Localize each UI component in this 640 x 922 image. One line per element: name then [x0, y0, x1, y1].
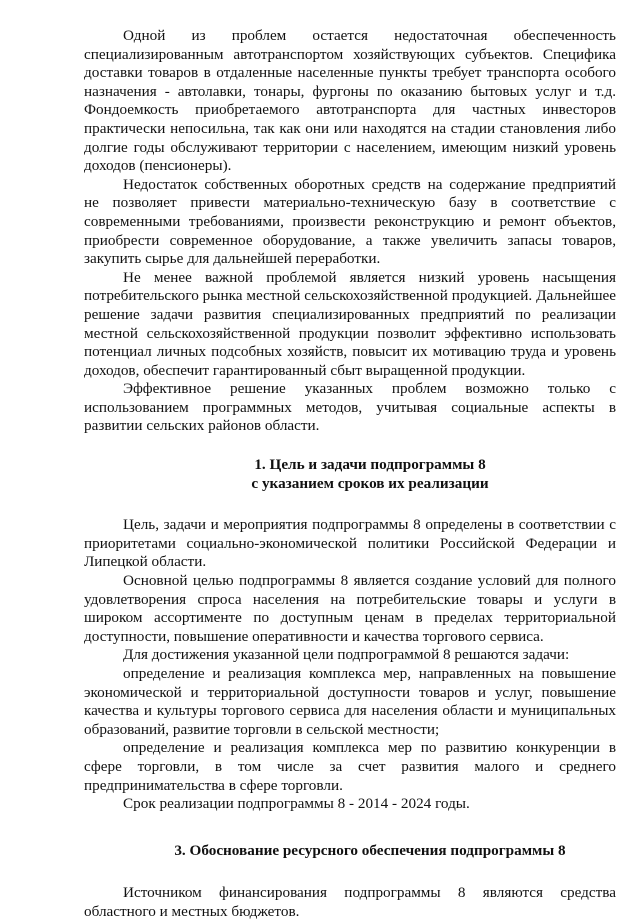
heading-line: с указанием сроков их реализации [251, 474, 489, 492]
section-heading-goals [84, 456, 616, 493]
heading-line: 1. Цель и задачи подпрограммы 8 [254, 456, 486, 474]
paragraph: Эффективное решение указанных проблем возможно только с использованием программных методов, учитывая социальные аспекты в развитии сельских районов области. [84, 380, 616, 435]
paragraph: Цель, задачи и мероприятия подпрограммы 8 определены в соответствии с приоритетами социально-экономической политики Российской Федерации и Липецкой области. [84, 516, 616, 571]
paragraph: определение и реализация комплекса мер по развитию конкуренции в сфере торговли, в том числе за счет развития малого и среднего предпринимательства в сфере торговли. [84, 739, 616, 794]
section-heading-resources: 3. Обоснование ресурсного обеспечения подпрограммы 8 [174, 841, 566, 859]
paragraph: определение и реализация комплекса мер, направленных на повышение экономической и территориальной доступности товаров и услуг, повышение качества и культуры торгового сервиса для населения области и муниципальных образований, развитие торговли в сельской местности; [84, 665, 616, 738]
paragraph: Для достижения указанной цели подпрограммой 8 решаются задачи: [123, 646, 570, 664]
paragraph: Источником финансирования подпрограммы 8 являются средства областного и местных бюджетов. [84, 884, 616, 920]
paragraph: Срок реализации подпрограммы 8 - 2014 - 2024 годы. [123, 795, 470, 813]
paragraph: Не менее важной проблемой является низкий уровень насыщения потребительского рынка местной сельскохозяйственной продукцией. Дальнейшее решение задачи развития специализированных предприятий по реализации местной сельскохозяйственной продукции позволит эффективно использовать потенциал личных подсобных хозяйств, повысит их мотивацию труда и уровень доходов, обеспечит гарантированный сбыт выращенной продукции. [84, 268, 616, 379]
section-resources [84, 884, 616, 921]
section-intro [84, 27, 616, 436]
paragraph: Недостаток собственных оборотных средств на содержание предприятий не позволяет привести материально-техническую базу в соответствие с современными требованиями, произвести реконструкцию и ремонт объектов, приобрести современное оборудование, а также увеличить запасы товаров, закупить сырье для дальнейшей переработки. [84, 175, 616, 268]
paragraph: Основной целью подпрограммы 8 является создание условий для полного удовлетворения спроса населения на потребительские товары и услуги в широком ассортименте по доступным ценам в пределах территориальной доступности, повышение оперативности и качества торгового сервиса. [84, 572, 616, 645]
paragraph: Одной из проблем остается недостаточная обеспеченность специализированным автотранспортом хозяйствующих субъектов. Специфика доставки товаров в отдаленные населенные пункты требует транспорта особого назначения - автолавки, тонары, фургоны по оказанию бытовых услуг и т.д. Фондоемкость приобретаемого автотранспорта для частных инвесторов практически непосильна, так как они или находятся на стадии становления либо долгие годы обслуживают территории с населением, имеющим низкий уровень доходов (пенсионеры). [84, 27, 616, 175]
section-goals [84, 516, 616, 814]
